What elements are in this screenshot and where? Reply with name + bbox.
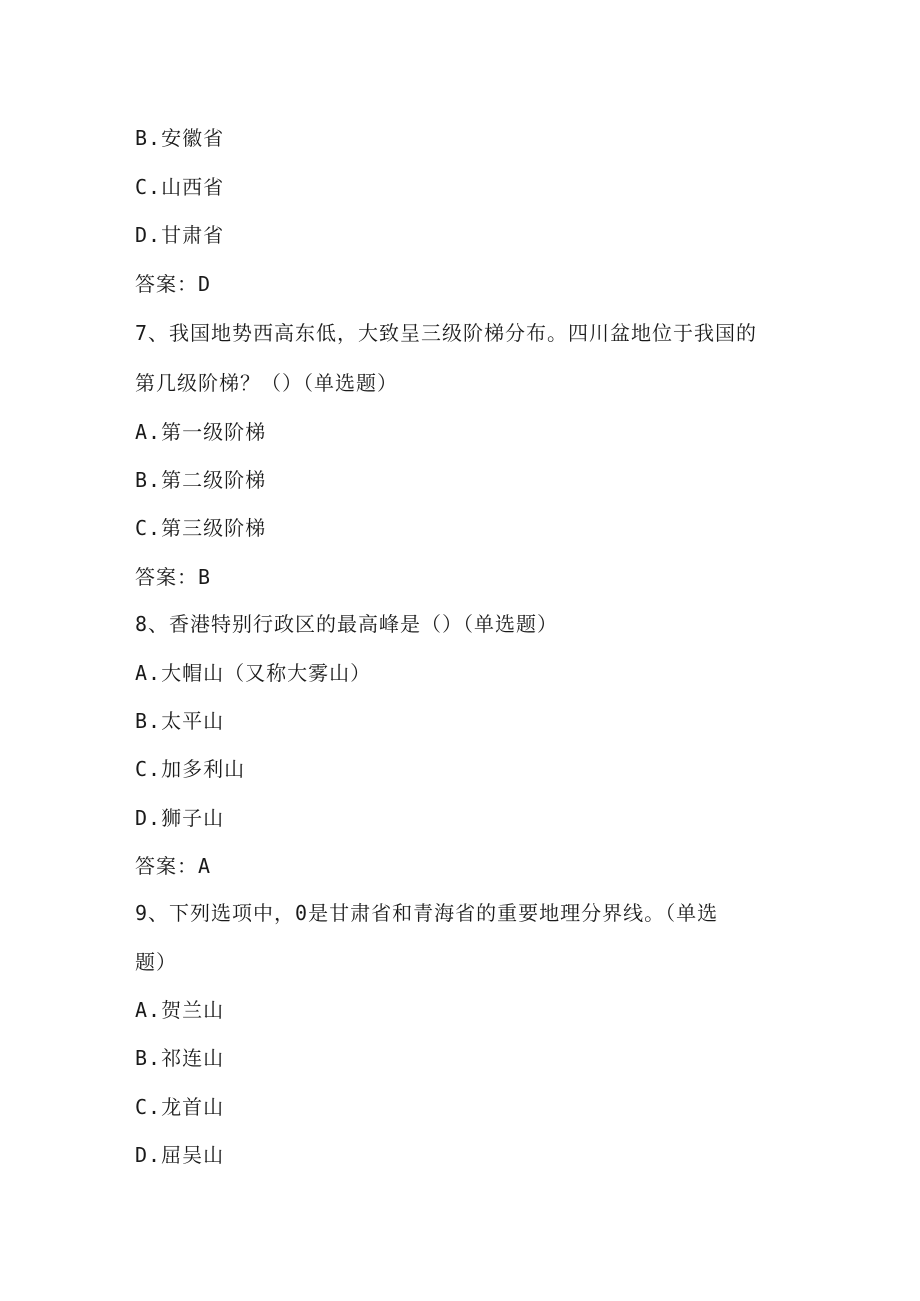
q9-option-d: D.屈吴山	[135, 1143, 225, 1167]
q9-stem-line2: 题）	[135, 950, 177, 974]
q6-option-d: D.甘肃省	[135, 223, 225, 247]
q8-answer: 答案：A	[135, 854, 212, 878]
q7-option-c: C.第三级阶梯	[135, 516, 267, 540]
q9-option-b: B.祁连山	[135, 1046, 225, 1070]
q8-option-b: B.太平山	[135, 709, 225, 733]
q7-option-a: A.第一级阶梯	[135, 420, 267, 444]
q9-option-c: C.龙首山	[135, 1095, 225, 1119]
q8-option-c: C.加多利山	[135, 757, 246, 781]
q7-stem-line2: 第几级阶梯？（）（单选题）	[135, 371, 398, 395]
q8-stem: 8、香港特别行政区的最高峰是（）（单选题）	[135, 612, 559, 636]
q8-option-a: A.大帽山（又称大雾山）	[135, 661, 372, 685]
q7-option-b: B.第二级阶梯	[135, 468, 267, 492]
q6-option-b: B.安徽省	[135, 126, 225, 150]
q9-stem-line1: 9、下列选项中，0是甘肃省和青海省的重要地理分界线。（单选	[135, 901, 719, 925]
q6-option-c: C.山西省	[135, 175, 225, 199]
q8-option-d: D.狮子山	[135, 806, 225, 830]
q9-option-a: A.贺兰山	[135, 998, 225, 1022]
q7-answer: 答案：B	[135, 565, 212, 589]
q7-stem-line1: 7、我国地势西高东低，大致呈三级阶梯分布。四川盆地位于我国的	[135, 321, 758, 345]
q6-answer: 答案：D	[135, 272, 212, 296]
